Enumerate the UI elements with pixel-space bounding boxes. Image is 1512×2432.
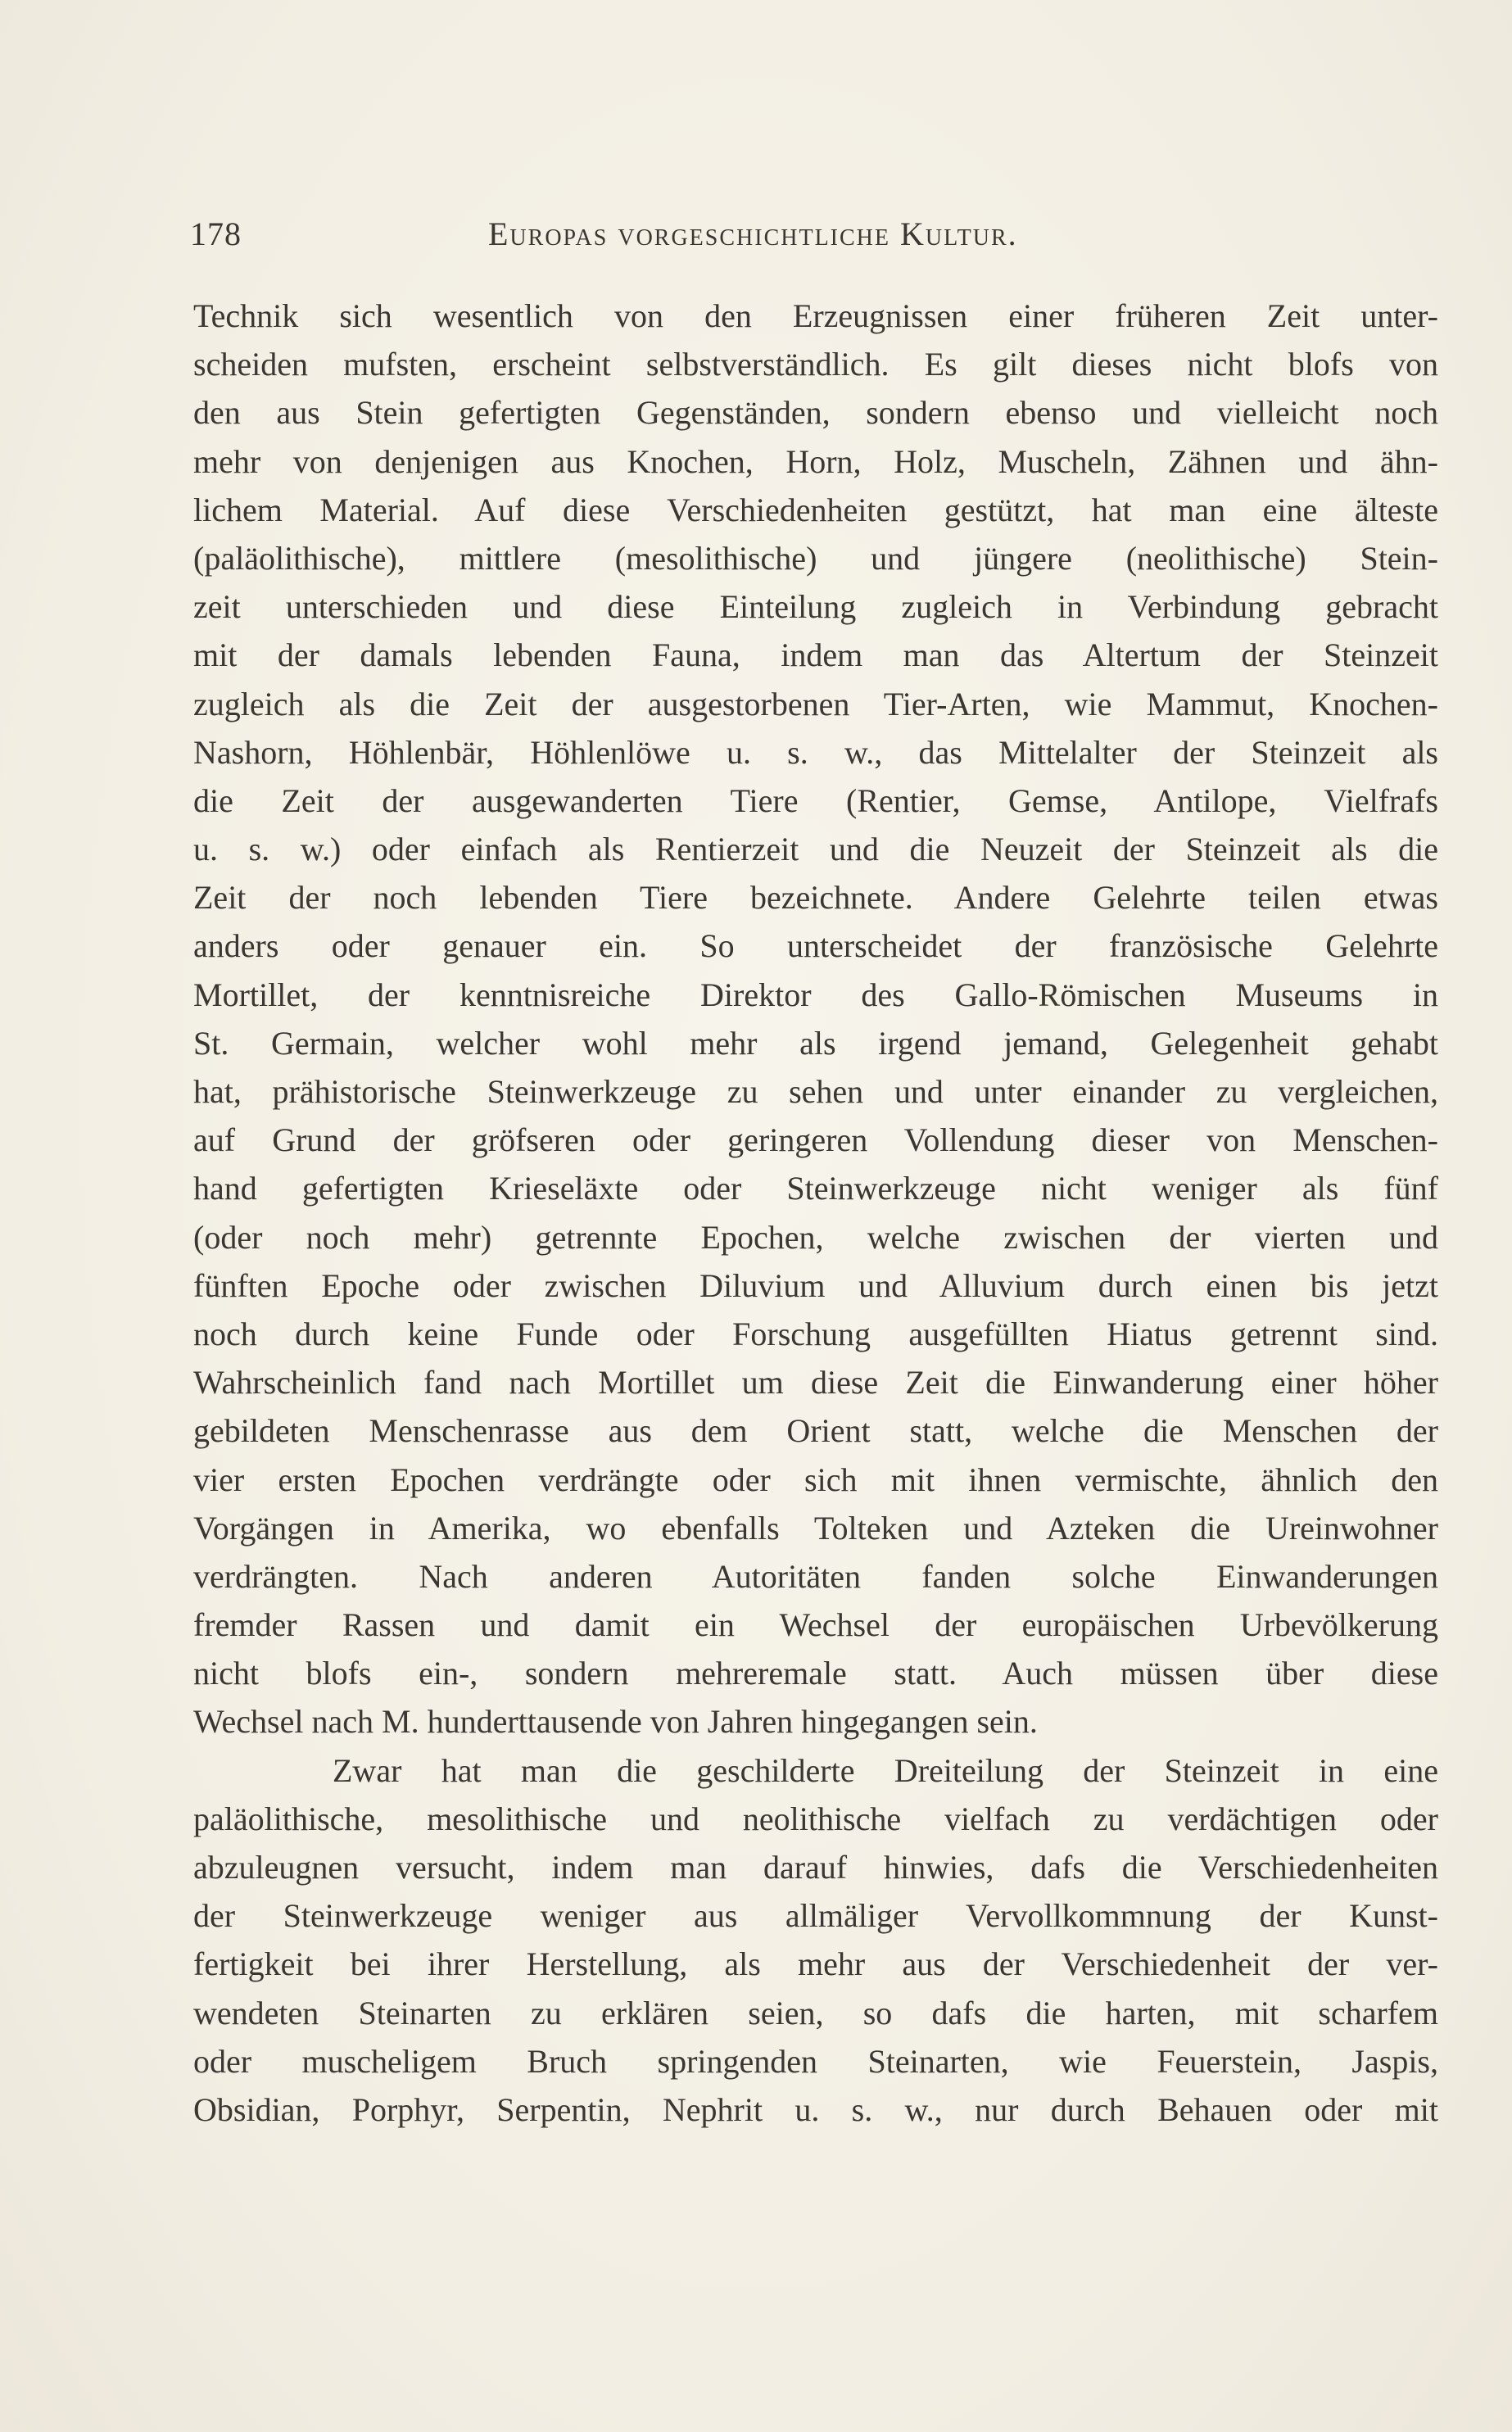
text-line: Obsidian, Porphyr, Serpentin, Nephrit u. s. w., nur durch Behauen oder mit — [193, 2090, 1438, 2128]
text-line: u. s. w.) oder einfach als Rentierzeit und die Neuzeit der Steinzeit als die — [193, 831, 1438, 868]
text-line: wendeten Steinarten zu erklären seien, so dafs die harten, mit scharfem — [193, 1994, 1438, 2031]
running-title: Europas vorgeschichtliche Kultur. — [488, 215, 1018, 252]
text-line: hat, prähistorische Steinwerkzeuge zu sehen und unter einander zu vergleichen, — [193, 1073, 1438, 1110]
body-text — [193, 292, 1438, 2134]
text-line: mehr von denjenigen aus Knochen, Horn, Holz, Muscheln, Zähnen und ähn- — [193, 442, 1438, 480]
text-line: Nashorn, Höhlenbär, Höhlenlöwe u. s. w., das Mittelalter der Steinzeit als — [193, 733, 1438, 771]
text-line: Wechsel nach M. hunderttausende von Jahren hingegangen sein. — [193, 1703, 1038, 1741]
text-line: gebildeten Menschenrasse aus dem Orient statt, welche die Menschen der — [193, 1412, 1438, 1450]
text-line: fremder Rassen und damit ein Wechsel der europäischen Urbevölkerung — [193, 1606, 1438, 1644]
text-line: Zeit der noch lebenden Tiere bezeichnete. Andere Gelehrte teilen etwas — [193, 879, 1438, 917]
text-line: (oder noch mehr) getrennte Epochen, welche zwischen der vierten und — [193, 1218, 1438, 1256]
text-line: Wahrscheinlich fand nach Mortillet um diese Zeit die Einwanderung einer höher — [193, 1364, 1438, 1402]
text-line: der Steinwerkzeuge weniger aus allmäliger Vervollkommnung der Kunst- — [193, 1897, 1438, 1935]
text-line: Mortillet, der kenntnisreiche Direktor des Gallo-Römischen Museums in — [193, 976, 1438, 1013]
text-line: Vorgängen in Amerika, wo ebenfalls Tolteken und Azteken die Ureinwohner — [193, 1509, 1438, 1547]
text-line: zeit unterschieden und diese Einteilung zugleich in Verbindung gebracht — [193, 588, 1438, 626]
text-line: paläolithische, mesolithische und neolithische vielfach zu verdächtigen oder — [193, 1800, 1438, 1837]
text-line: Zwar hat man die geschilderte Dreiteilung der Steinzeit in eine — [333, 1751, 1438, 1789]
text-line: zugleich als die Zeit der ausgestorbenen Tier-Arten, wie Mammut, Knochen- — [193, 685, 1438, 722]
page-number: 178 — [190, 215, 242, 252]
page-header — [190, 215, 1443, 257]
text-line: abzuleugnen versucht, indem man darauf hinwies, dafs die Verschiedenheiten — [193, 1849, 1438, 1886]
text-line: noch durch keine Funde oder Forschung ausgefüllten Hiatus getrennt sind. — [193, 1315, 1438, 1352]
text-line: St. Germain, welcher wohl mehr als irgend jemand, Gelegenheit gehabt — [193, 1024, 1438, 1062]
text-line: fertigkeit bei ihrer Herstellung, als mehr aus der Verschiedenheit der ver- — [193, 1945, 1438, 1983]
text-line: den aus Stein gefertigten Gegenständen, sondern ebenso und vielleicht noch — [193, 394, 1438, 432]
text-line: Technik sich wesentlich von den Erzeugnissen einer früheren Zeit unter- — [193, 297, 1438, 334]
text-line: mit der damals lebenden Fauna, indem man das Altertum der Steinzeit — [193, 636, 1438, 674]
text-line: fünften Epoche oder zwischen Diluvium und Alluvium durch einen bis jetzt — [193, 1266, 1438, 1304]
text-line: vier ersten Epochen verdrängte oder sich mit ihnen vermischte, ähnlich den — [193, 1461, 1438, 1498]
text-line: oder muscheligem Bruch springenden Steinarten, wie Feuerstein, Jaspis, — [193, 2042, 1438, 2080]
text-line: scheiden mufsten, erscheint selbstverständlich. Es gilt dieses nicht blofs von — [193, 346, 1438, 383]
text-line: nicht blofs ein-, sondern mehreremale statt. Auch müssen über diese — [193, 1655, 1438, 1692]
text-line: (paläolithische), mittlere (mesolithische) und jüngere (neolithische) Stein- — [193, 539, 1438, 577]
text-line: anders oder genauer ein. So unterscheidet der französische Gelehrte — [193, 927, 1438, 965]
text-line: lichem Material. Auf diese Verschiedenheiten gestützt, hat man eine älteste — [193, 491, 1438, 528]
text-line: verdrängten. Nach anderen Autoritäten fanden solche Einwanderungen — [193, 1557, 1438, 1595]
text-line: hand gefertigten Krieseläxte oder Steinwerkzeuge nicht weniger als fünf — [193, 1170, 1438, 1207]
text-line: auf Grund der gröfseren oder geringeren Vollendung dieser von Menschen- — [193, 1121, 1438, 1159]
text-line: die Zeit der ausgewanderten Tiere (Rentier, Gemse, Antilope, Vielfrafs — [193, 781, 1438, 819]
